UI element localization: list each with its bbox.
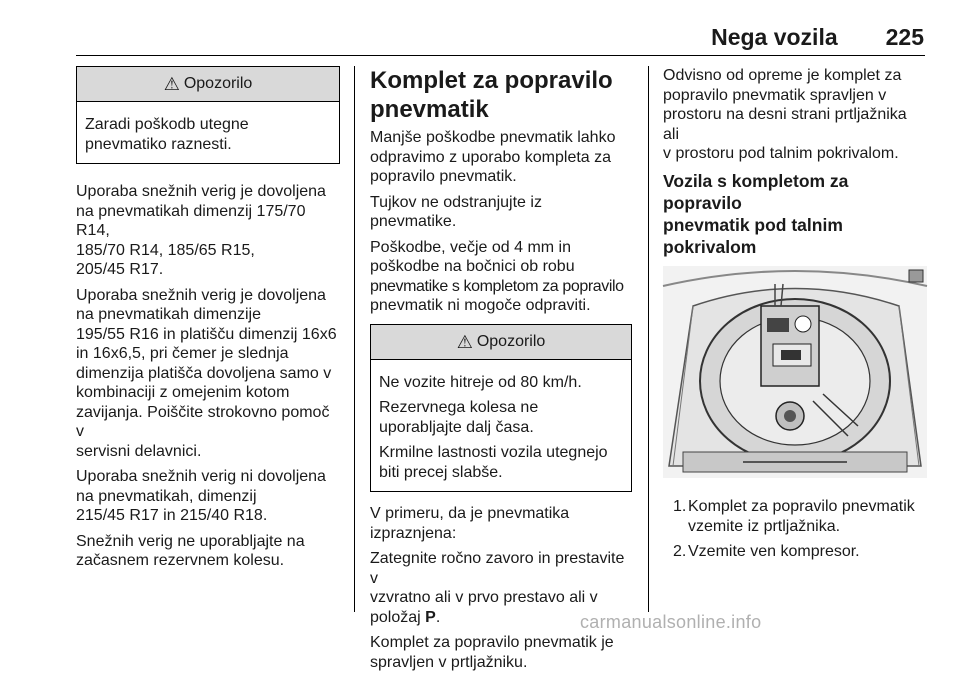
list-item — [663, 542, 927, 562]
step-number: 1. — [673, 498, 687, 515]
warning-header — [371, 325, 631, 360]
text-line: 215/45 R17 in 215/40 R18. — [76, 507, 268, 524]
paragraph — [370, 128, 632, 187]
warning-triangle-icon: ⚠ — [163, 74, 180, 94]
column-1 — [76, 66, 340, 577]
text-line: odpravimo z uporabo kompleta za — [370, 148, 612, 166]
warning-box — [370, 324, 632, 493]
text-line: servisni delavnici. — [76, 442, 202, 460]
warning-triangle-icon: ⚠ — [456, 331, 473, 352]
text-line: Krmilne lastnosti vozila utegnejo — [379, 444, 608, 461]
page-header — [711, 24, 924, 51]
paragraph — [370, 504, 632, 543]
text-line: Komplet za popravilo pnevmatik — [688, 498, 915, 515]
text-line: pnevmatik ni mogoče odpraviti. — [370, 297, 591, 314]
text-line: Rezervnega kolesa ne — [379, 399, 539, 416]
text-line: na pnevmatikah, dimenzij — [76, 487, 257, 505]
text-line: zavijanja. Poiščite strokovno pomoč v — [76, 403, 330, 440]
text-line: začasnem rezervnem kolesu. — [76, 552, 285, 569]
text-line: popravilo pnevmatik. — [370, 168, 517, 185]
warning-header — [77, 67, 339, 102]
text-line: 195/55 R16 in platišču dimenzij 16x6 — [76, 325, 337, 343]
text-line: pnevmatiko raznesti. — [85, 135, 232, 153]
paragraph — [379, 398, 623, 437]
warning-body — [371, 360, 631, 492]
paragraph — [379, 443, 623, 482]
step-text — [688, 497, 915, 536]
text-line: na pnevmatikah dimenzije — [76, 306, 261, 323]
warning-box — [76, 66, 340, 164]
heading-line: Vozila s kompletom za popravilo — [663, 170, 849, 213]
text-line: Zategnite ročno zavoro in prestavite v — [370, 550, 625, 587]
text-line: 205/45 R17. — [76, 261, 164, 278]
text-line: Ne vozite hitreje od 80 km/h. — [379, 373, 582, 391]
text-line: 185/70 R14, 185/65 R15, — [76, 241, 255, 259]
text-line: poškodbe na bočnici ob robu — [370, 258, 575, 275]
warning-title: Opozorilo — [476, 332, 546, 350]
text-line: Uporaba snežnih verig je dovoljena — [76, 183, 326, 200]
section-heading — [370, 66, 632, 124]
text-line: vzemite iz prtljažnika. — [688, 517, 841, 535]
list-item — [663, 497, 927, 536]
text-line: vzvratno ali v prvo prestavo ali v — [370, 589, 598, 606]
text-line: biti precej slabše. — [379, 463, 503, 481]
text-line: uporabljajte dalj časa. — [379, 418, 534, 436]
text-line: izpraznjena: — [370, 524, 457, 542]
text-line: Uporaba snežnih verig je dovoljena — [76, 286, 326, 304]
page-number: 225 — [885, 24, 924, 50]
text-line: na pnevmatikah dimenzij 175/70 R14, — [76, 202, 306, 239]
gear-position: P — [425, 608, 436, 626]
warning-body — [77, 102, 339, 163]
text-line: in 16x6,5, pri čemer je slednja — [76, 345, 289, 362]
text-line: Uporaba snežnih verig ni dovoljena — [76, 468, 326, 485]
text-line: Vzemite ven kompresor. — [688, 543, 860, 560]
text-line: Snežnih verig ne uporabljajte na — [76, 532, 305, 550]
paragraph — [76, 467, 340, 526]
text-line: Komplet za popravilo pnevmatik je — [370, 634, 614, 651]
paragraph — [370, 193, 632, 232]
paragraph — [370, 238, 632, 316]
heading-line: Komplet za popravilo — [370, 67, 613, 94]
text-line: kombinaciji z omejenim kotom — [76, 384, 290, 401]
watermark: carmanualsonline.info — [580, 612, 762, 632]
column-2 — [370, 66, 632, 678]
text-line: popravilo pnevmatik spravljen v — [663, 86, 887, 104]
text-line: prostoru na desni strani prtljažnika ali — [663, 106, 907, 143]
text-line: položaj — [370, 608, 426, 626]
paragraph — [76, 182, 340, 280]
text-line: Manjše poškodbe pnevmatik lahko — [370, 129, 616, 146]
text-line: spravljen v prtljažniku. — [370, 653, 528, 671]
text-line: Poškodbe, večje od 4 mm in — [370, 238, 571, 256]
paragraph — [370, 633, 632, 672]
text-line: Odvisno od opreme je komplet za — [663, 67, 902, 84]
steps-list — [663, 497, 927, 562]
text-punct: . — [435, 608, 441, 626]
paragraph — [663, 66, 927, 164]
text-line: pnevmatike s kompletom za popravilo — [370, 277, 624, 295]
column-divider — [648, 66, 649, 612]
heading-line: pnevmatik pod talnim pokrivalom — [663, 214, 843, 257]
warning-title: Opozorilo — [183, 75, 253, 93]
subheading — [663, 170, 927, 258]
step-number: 2. — [673, 543, 687, 560]
text-line: V primeru, da je pnevmatika — [370, 505, 570, 522]
paragraph — [76, 532, 340, 571]
header-rule — [76, 55, 925, 56]
text-line: Tujkov ne odstranjujte iz pnevmatike. — [370, 193, 542, 230]
section-title: Nega vozila — [711, 24, 838, 50]
paragraph — [76, 286, 340, 462]
text-line: v prostoru pod talnim pokrivalom. — [663, 145, 899, 162]
paragraph — [379, 373, 623, 393]
text-line: Zaradi poškodb utegne — [85, 116, 249, 133]
text-line: dimenzija platišča dovoljena samo v — [76, 364, 332, 382]
tyre-repair-kit-in-trunk-illustration — [663, 266, 927, 478]
column-divider — [354, 66, 355, 612]
step-text — [688, 542, 860, 562]
column-3 — [663, 66, 927, 568]
heading-line: pnevmatik — [370, 96, 489, 123]
